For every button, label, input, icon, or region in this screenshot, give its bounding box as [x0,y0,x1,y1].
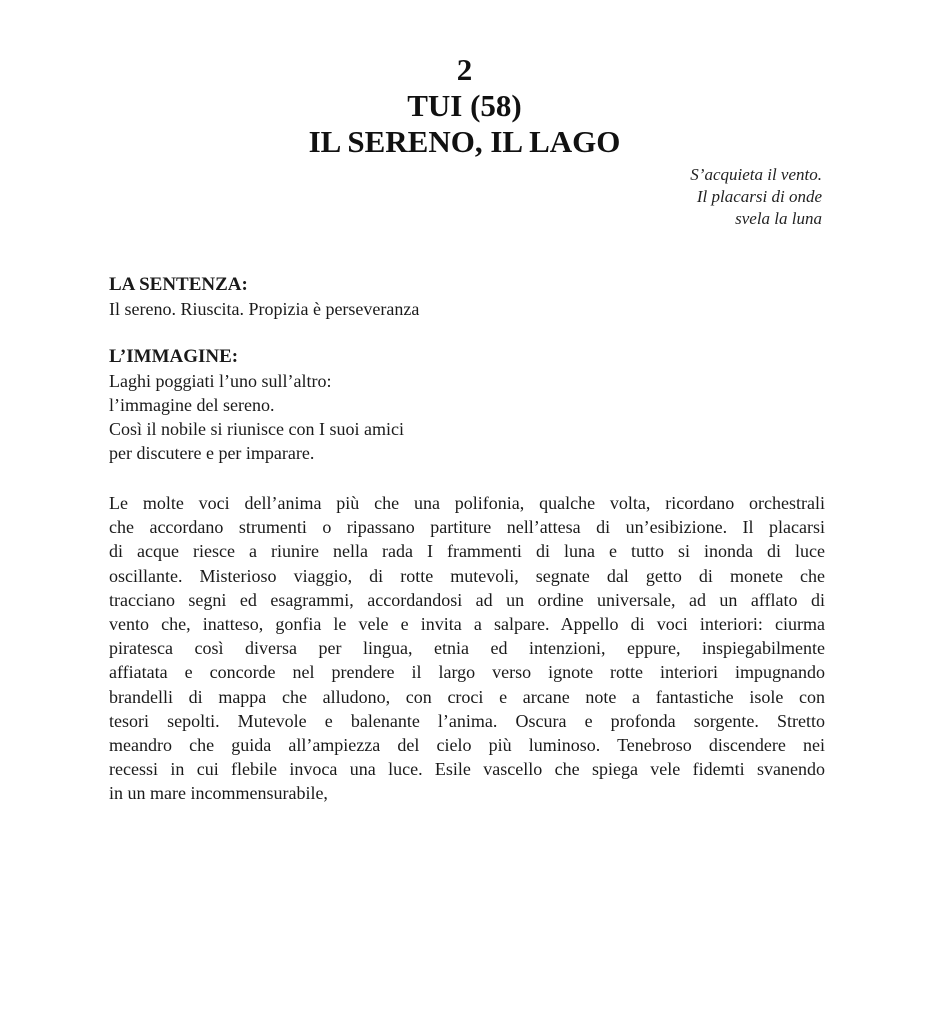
commentary-line: in un mare incommensurabile, [109,783,328,804]
epigraph-line: S’acquieta il vento. [690,165,822,184]
commentary-line: vento che, inatteso, gonfia le vele e invita a salpare. Appello di voci interiori: ciurma [109,614,825,635]
commentary-line: meandro che guida all’ampiezza del cielo più luminoso. Tenebroso discendere nei [109,735,825,756]
chapter-number: 2 [456,52,473,87]
commentary-line: brandelli di mappa che alludono, con croci e arcane note a fantastiche isole con [109,686,825,707]
commentary-line: piratesca così diversa per lingua, etnia ed intenzioni, eppure, inspiegabilmente [109,638,825,659]
epigraph [690,164,822,230]
epigraph-line: svela la luna [735,209,822,228]
immagine-line: l’immagine del sereno. [109,395,275,415]
sentenza-heading: LA SENTENZA: [109,274,248,295]
sentenza-section [109,273,825,321]
immagine-line: per discutere e per imparare. [109,443,315,463]
commentary-line: di acque riesce a riunire nella rada I frammenti di luna e tutto si inonda di luce [109,541,825,562]
commentary-line: che accordano strumenti o ripassano partiture nell’attesa di un’esibizione. Il placarsi [109,517,825,538]
commentary-line: affiatata e concorde nel prendere il largo verso ignote rotte interiori impugnando [109,662,825,683]
epigraph-line: Il placarsi di onde [696,187,822,206]
chapter-title-block [0,52,929,160]
hexagram-name: TUI (58) [407,88,522,123]
sentenza-text: Il sereno. Riuscita. Propizia è perseveranza [109,299,420,319]
commentary-line: tracciano segni ed esagrammi, accordandosi ad un ordine universale, ad un afflato di [109,589,825,610]
commentary-paragraph [109,491,825,806]
immagine-line: Così il nobile si riunisce con I suoi amici [109,419,404,439]
commentary-line: oscillante. Misterioso viaggio, di rotte mutevoli, segnate dal getto di monete che [109,565,825,586]
commentary-line: recessi in cui flebile invoca una luce. Esile vascello che spiega vele fidemti svanendo [109,759,825,780]
chapter-title: IL SERENO, IL LAGO [308,124,621,159]
immagine-heading: L’IMMAGINE: [109,346,239,367]
immagine-section [109,345,825,465]
commentary-line: tesori sepolti. Mutevole e balenante l’anima. Oscura e profonda sorgente. Stretto [109,710,825,731]
commentary-line: Le molte voci dell’anima più che una polifonia, qualche volta, ricordano orchestrali [109,493,825,513]
immagine-line: Laghi poggiati l’uno sull’altro: [109,371,332,391]
